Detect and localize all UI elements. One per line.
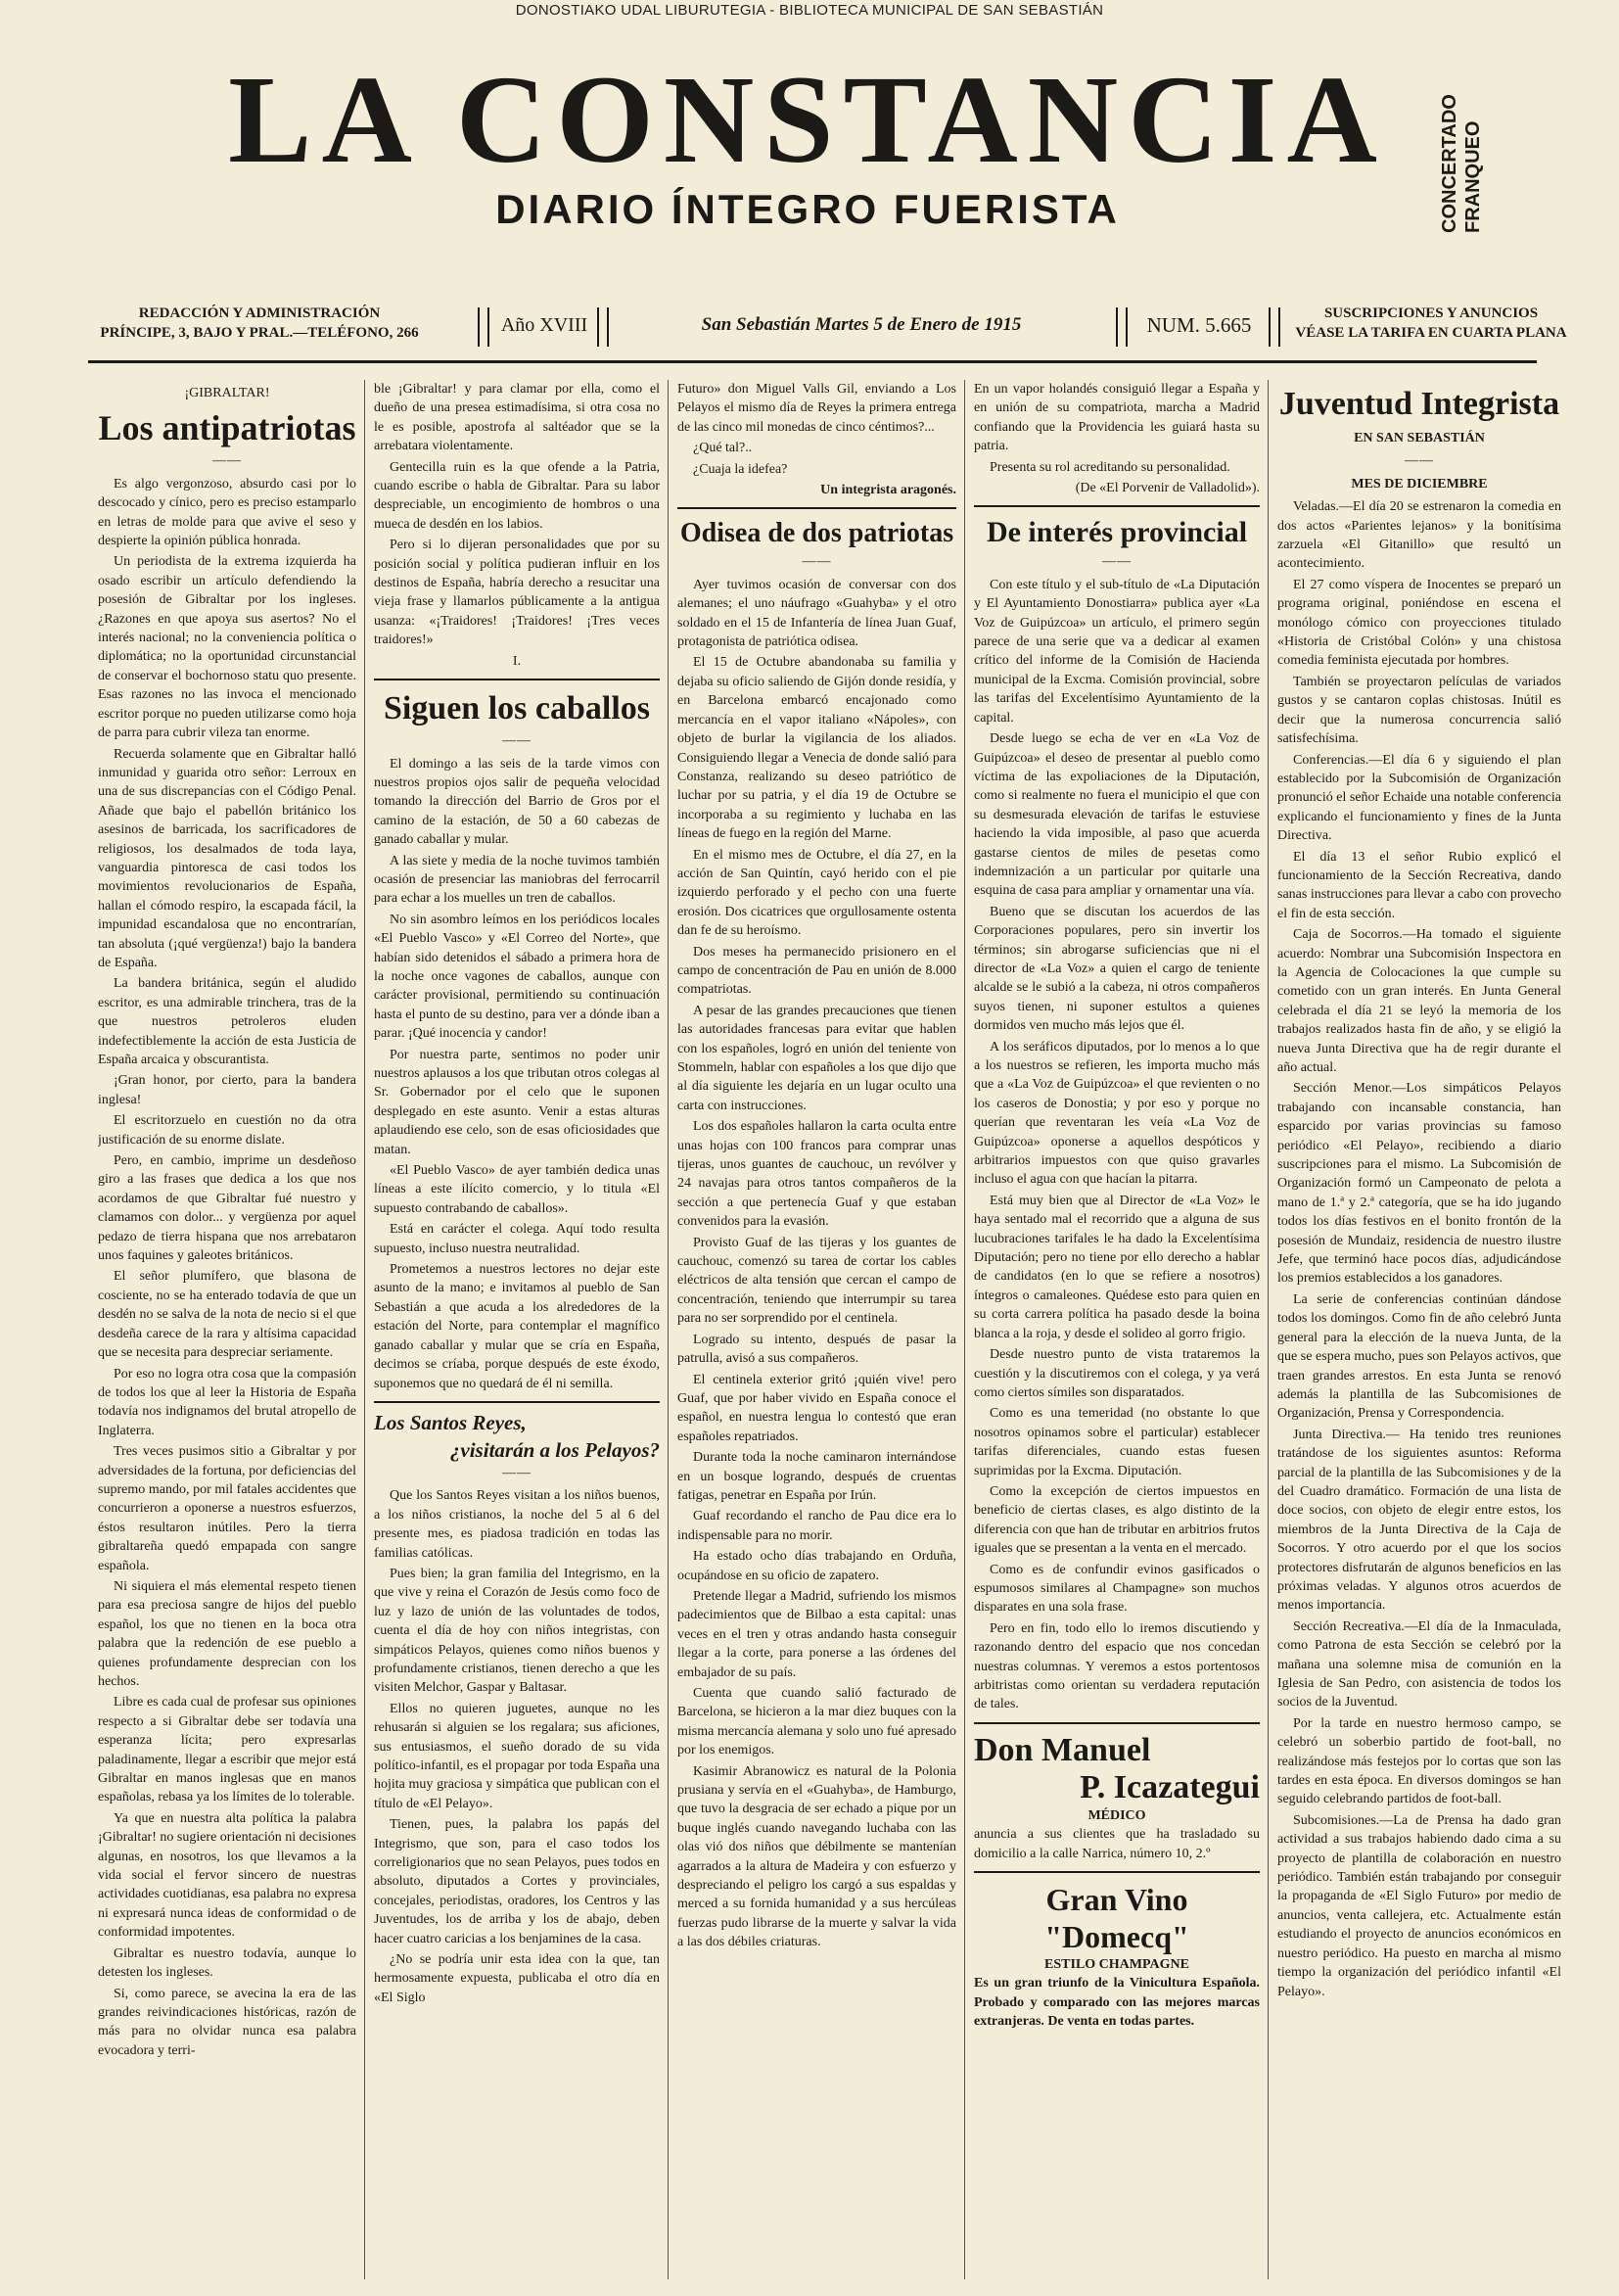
paragraph: Junta Directiva.— Ha tenido tres reuniones tratándose de los siguientes asuntos: Reforma parcial de la plantilla de las Subcomisiones y de la del Cuadro dramático. Formación de una lista de doce socios, con objeto de elegir entre estos, los miembros de la Junta Directiva de la Caja de Socorros. Y otro acuerdo por el que los socios protectores disfrutarán de algunos beneficios en las próximas veladas. Y algunos otros acuerdos de menos importancia. bbox=[1277, 1427, 1561, 1614]
paragraph: Como es de confundir evinos gasificados o espumosos similares al Champagne» son muchos disparates en una sola frase. bbox=[974, 1562, 1260, 1616]
paragraph: ¡Gran honor, por cierto, para la bandera inglesa! bbox=[98, 1073, 356, 1107]
source-credit: (De «El Porvenir de Valladolid»). bbox=[1075, 481, 1260, 496]
paragraph: El escritorzuelo en cuestión no da otra justificación de su enorme dislate. bbox=[98, 1113, 356, 1148]
article-rule bbox=[374, 1401, 660, 1403]
paragraph: Tienen, pues, la palabra los papás del Integrismo, que son, para el caso todos los correligionarios que no sean Pelayos, pues todos en absoluto, diputados a Cortes y provinciales, concejales, periodistas, oradores, los Centros y las Juventudes, los de arriba y los de abajo, deben hacer cuatro caricias a los benjamines de la casa. bbox=[374, 1817, 660, 1946]
paragraph: Pues bien; la gran familia del Integrismo, en la que vive y reina el Corazón de Jesús como foco de luz y lazo de unión de las voluntades de todos, cuenta el día de hoy con niños integristas, con simpáticos Pelayos, quienes como niños buenos y profundamente cristianos, tienen derecho a que les visiten Melchor, Gaspar y Baltasar. bbox=[374, 1566, 660, 1696]
ad-doctor-text: anuncia a sus clientes que ha trasladado su domicilio a la calle Narrica, número 10, 2.º bbox=[974, 1827, 1260, 1861]
ornament: —— bbox=[502, 733, 532, 749]
paragraph: Con este título y el sub-título de «La Diputación y El Ayuntamiento Donostiarra» publica ayer «La Voz de Guipúzcoa» un artículo, el primero según parece de una serie que va a dedicar al examen crítico del informe de la Comisión de Hacienda municipal de la Excma. Comisión provincial, sobre las tarifas del Excelentísimo Ayuntamiento de la capital. bbox=[974, 577, 1260, 726]
paragraph: También se proyectaron películas de variados gustos y se cantaron coplas chistosas. Inútil es decir que la numerosa concurrencia salió satisfechísima. bbox=[1277, 674, 1561, 747]
subheading: EN SAN SEBASTIÁN bbox=[1354, 431, 1485, 445]
redaccion-block bbox=[98, 304, 421, 343]
paragraph: Como es una temeridad (no obstante lo que nosotros opinamos sobre el particular) establecer tarifas diferenciales, cuando estas fuesen suprimidas por la Excma. Diputación. bbox=[974, 1406, 1260, 1478]
advertisement-doctor bbox=[974, 1732, 1260, 1863]
divider bbox=[1116, 307, 1128, 347]
paragraph: El día 13 el señor Rubio explicó el funcionamiento de la Sección Recreativa, dando sanas instrucciones para llevar a cabo con provecho el fin de esta sección. bbox=[1277, 849, 1561, 921]
column-separator bbox=[1268, 380, 1269, 2279]
paragraph: Tres veces pusimos sitio a Gibraltar y por adversidades de la fortuna, por deficiencias del supremo mando, por mil fatales accidentes que concurrieron a oponerse a nuestros esfuerzos, éstos resultaron inútiles. Pero la tierra gibraltareña quedó empapada con sangre española. bbox=[98, 1444, 356, 1573]
headline-odisea: Odisea de dos patriotas bbox=[679, 518, 954, 549]
paragraph: Conferencias.—El día 6 y siguiendo el plan establecido por la Subcomisión de Organización pronunció el señor Echaide una notable conferencia explicando el funcionamiento y fines de la Junta Directiva. bbox=[1277, 752, 1561, 844]
advertisement-wine bbox=[974, 1881, 1260, 2032]
paragraph: Pero si lo dijeran personalidades que por su posición social y política pudieran influir en los destinos de España, habría derecho a resucitar una vieja frase y llamarlos públicamente a la antigua usanza: «¡Traidores! ¡Traidores! ¡Tres veces traidores!» bbox=[374, 538, 660, 648]
ad-doctor-name-2: P. Icazategui bbox=[1080, 1768, 1260, 1805]
column-separator bbox=[668, 380, 669, 2279]
signature: I. bbox=[512, 653, 522, 669]
paragraph: Por nuestra parte, sentimos no poder unir nuestros aplausos a los que tributan otros colegas al Sr. Gobernador por el celo que le suponen desplegado en este asunto. Venir a estas alturas aplaudiendo ese celo, son de esas oficiosidades que matan. bbox=[374, 1047, 660, 1157]
paragraph: Futuro» don Miguel Valls Gil, enviando a Los Pelayos el mismo día de Reyes la primera entrega de las cinco mil monedas de cinco céntimos?... bbox=[677, 382, 956, 435]
info-bar bbox=[98, 304, 1567, 356]
column-5 bbox=[1277, 380, 1561, 2284]
paragraph: Durante toda la noche caminaron internándose en un bosque logrando, después de cruentas fatigas, penetrar en España por Irún. bbox=[677, 1450, 956, 1503]
kicker: ¡GIBRALTAR! bbox=[184, 386, 270, 400]
paragraph: Es algo vergonzoso, absurdo casi por lo descocado y cínico, pero es preciso estamparlo en letras de molde para que avive el seso y despierte la opinión pública honrada. bbox=[98, 476, 356, 549]
paragraph: El 15 de Octubre abandonaba su familia y dejaba su oficio saliendo de Gijón donde residía, y en Barcelona embarcó encajonado como mercancía en el vapor italiano «Nápoles», con objeto de burlar la vigilancia de los aliados. Consiguiendo llegar a Venecia de donde salió para Constanza, realizando su deseo patriótico de luchar por su patria, y el día 19 de Octubre se incorporaba a su regimiento y luchaba en las líneas de fuego en la región del Marne. bbox=[677, 655, 956, 842]
article-rule bbox=[374, 679, 660, 680]
divider bbox=[597, 307, 609, 347]
paragraph: Presenta su rol acreditando su personalidad. bbox=[990, 459, 1230, 475]
paragraph: Prometemos a nuestros lectores no dejar este asunto de la mano; e invitamos al pueblo de San Sebastián a que acuda a los alrededores de la estación del Norte, para contemplar el magnífico ganado caballar y mular que se cría en España, decimos se críaba, porque después de este éxodo, suponemos que no quedará de él ni semilla. bbox=[374, 1262, 660, 1391]
paragraph: El 27 como víspera de Inocentes se preparó un programa original, poniéndose en escena el monólogo cómico con proyecciones titulado «Historia de Cristóbal Colón» y una chistosa comedia feminista ejecutada por hombres. bbox=[1277, 577, 1561, 669]
paragraph: Cuenta que cuando salió facturado de Barcelona, se hicieron a la mar diez buques con la misma mercancía alemana y solo uno fué apresado por los enemigos. bbox=[677, 1686, 956, 1758]
paragraph: Gibraltar es nuestro todavía, aunque lo detesten los ingleses. bbox=[98, 1945, 356, 1981]
paragraph: Como la excepción de ciertos impuestos en beneficio de ciertas clases, es algo distinto de la diferencia con que han de tributar en arbitrios frutos iguales que se presentan a la venta en el mercado. bbox=[974, 1483, 1260, 1557]
ornament: —— bbox=[1405, 453, 1434, 469]
subheading: MES DE DICIEMBRE bbox=[1351, 476, 1488, 492]
paragraph: Pretende llegar a Madrid, sufriendo los mismos padecimientos que de Bilbao a esta capital: unas veces en el tren y otras andando hasta conseguir llegar a la corte, para ponerse a las órdenes del embajador de su país. bbox=[677, 1588, 956, 1680]
column-2 bbox=[374, 380, 660, 2284]
divider bbox=[478, 307, 489, 347]
headline-siguen-los-caballos: Siguen los caballos bbox=[383, 690, 651, 727]
paragraph: Bueno que se discutan los acuerdos de las Corporaciones populares, pero sin invertir los términos; sin abrogarse suficiencias que ni el director de «La Voz» a quien el cargo de teniente alcalde se le subió a la cabeza, ni otros compañeros suyos tienen, ni suponer estultos a quienes dormidos ven mucho más lejos que él. bbox=[974, 904, 1260, 1034]
paragraph: Subcomisiones.—La de Prensa ha dado gran actividad a sus trabajos habiendo dado cima a su proyecto de plantilla de colaboración en nuestro periódico. También están trabajando por conseguir la propaganda de «El Siglo Futuro» por medio de anuncios, venta callejera, etc. Actualmente están estudiando el proyecto de anuncios económicos en nuestro periódico. Ha puesto en marcha al mismo tiempo la organización del periódico infantil «El Pelayo». bbox=[1277, 1812, 1561, 1999]
paragraph: «El Pueblo Vasco» de ayer también dedica unas líneas a este ilícito comercio, y lo titula «El supuesto contrabando de caballos». bbox=[374, 1163, 660, 1216]
paragraph: La bandera británica, según el aludido escritor, es una admirable trinchera, tras de la que nuestros petroleros eluden indefectiblemente la acción de esta Justicia de España arcaica y obscurantista. bbox=[98, 976, 356, 1067]
column-4 bbox=[974, 380, 1260, 2284]
paragraph: Si, como parece, se avecina la era de las grandes reivindicaciones históricas, razón de más para no olvidar nunca esa palabra evocadora y terri- bbox=[98, 1986, 356, 2058]
header-rule bbox=[88, 360, 1537, 363]
article-rule bbox=[974, 505, 1260, 507]
paragraph: Por eso no logra otra cosa que la compasión de todos los que al leer la Historia de España todavía nos indignamos del brutal atropello de Inglaterra. bbox=[98, 1366, 356, 1438]
paragraph: A los seráficos diputados, por lo menos a lo que a los nuestros se refieren, les importa mucho más que a «La Voz de Guipúzcoa» el que revienten o no los caseros de Donostia; y por eso y porque no querían que reventaran les veía «La Voz de Guipúzcoa» oponerse a aquellos despóticos y arbitrarios impuestos con que quiso gravarles incluso el agua con que hacían la pitarra. bbox=[974, 1039, 1260, 1188]
postage-stamp bbox=[1439, 96, 1498, 233]
ad-wine-subtitle: ESTILO CHAMPAGNE bbox=[1044, 1957, 1189, 1973]
paragraph: Ni siquiera el más elemental respeto tienen para esa preciosa sangre de hijos del pueblo español, los que no tienen en la boca otra palabra que la redención de ese pueblo a quienes profundamente desprecian con los hechos. bbox=[98, 1578, 356, 1689]
paragraph: Desde nuestro punto de vista trataremos la cuestión y la discutiremos con el colega, y ya verá como ciertos símiles son disparatados. bbox=[974, 1347, 1260, 1400]
paragraph: Ha estado ocho días trabajando en Orduña, ocupándose en su oficio de zapatero. bbox=[677, 1549, 956, 1583]
paragraph: Está muy bien que al Director de «La Voz» le haya sentado mal el recorrido que a alguna de sus lucubraciones tarifales le ha dado la Excelentísima Diputación; pero no tiene por ello derecho a hablar de candidatos (en lo que se refiere a nosotros) íntegros o camaleones. Quédese esto para quien en su corta carrera política ha pasado desde la boina blanca a la roja, y desde el solideo al gorro frigio. bbox=[974, 1193, 1260, 1341]
paragraph: A las siete y media de la noche tuvimos también ocasión de presenciar las maniobras del ferrocarril para echar a los muelles un tren de caballos. bbox=[374, 853, 660, 907]
library-strip: DONOSTIAKO UDAL LIBURUTEGIA - BIBLIOTECA MUNICIPAL DE SAN SEBASTIÁN bbox=[515, 2, 1104, 19]
paragraph: Guaf recordando el rancho de Pau dice era lo indispensable para no morir. bbox=[677, 1509, 956, 1543]
issue-number: NUM. 5.665 bbox=[1146, 313, 1252, 337]
paragraph: Ya que en nuestra alta política la palabra ¡Gibraltar! no sugiere orientación ni decisiones algunas, en nosotros, los que llevamos a la vida social el fervor sincero de nuestras actividades cuotidianas, esa palabra no expresa ni expresará nunca ideas de conformidad o de conformidad impotentes. bbox=[98, 1810, 356, 1941]
article-rule bbox=[677, 507, 956, 509]
paragraph: ¿Cuaja la idefea? bbox=[693, 461, 788, 477]
ad-rule bbox=[974, 1871, 1260, 1873]
paragraph: Que los Santos Reyes visitan a los niños buenos, a los niños cristianos, la noche del 5 al 6 del presente mes, es piadosa tradición en todas las familias católicas. bbox=[374, 1488, 660, 1561]
paragraph: Está en carácter el colega. Aquí todo resulta supuesto, incluso nuestra neutralidad. bbox=[374, 1222, 660, 1256]
paragraph: Libre es cada cual de profesar sus opiniones respecto a si Gibraltar debe ser todavía una esperanza lícita; pero expresarlas paladinamente, llegar a escribir que mejor está Gibraltar en manos inglesas que en manos españolas, rebasa ya los límites de lo tolerable. bbox=[98, 1695, 356, 1805]
paragraph: Caja de Socorros.—Ha tomado el siguiente acuerdo: Nombrar una Subcomisión Inspectora en la Agencia de Colocaciones la que cumple su cometido con un gran interés. En Junta General celebrada el día 21 se leyó la memoria de los trabajos realizados hasta fin de año, y se eligió la nueva Junta Directiva que ha de regir durante el año actual. bbox=[1277, 927, 1561, 1075]
headline-interes-provincial: De interés provincial bbox=[986, 516, 1248, 549]
issue-date: San Sebastián Martes 5 de Enero de 1915 bbox=[701, 314, 1022, 335]
paragraph: ¿No se podría unir esta idea con la que, tan hermosamente expuesta, publicaba el otro día en «El Siglo bbox=[374, 1952, 660, 2005]
ornament: —— bbox=[802, 554, 832, 570]
paragraph: Veladas.—El día 20 se estrenaron la comedia en dos actos «Parientes lejanos» y la bonitísima zarzuela «El Gitanillo» que resultó un acontecimiento. bbox=[1277, 499, 1561, 572]
ornament: —— bbox=[212, 453, 242, 469]
ad-doctor-role: MÉDICO bbox=[1087, 1807, 1146, 1823]
paragraph: Un periodista de la extrema izquierda ha osado escribir un artículo defendiendo la posesión de Gibraltar por los ingleses. ¿Razones en que apoya sus asertos? No el interés nacional; no la conveniencia política o diplomática; no la oportunidad circunstancial de conservar el bochornoso statu quo presente. Esas razones no las invoca el mencionado escritor porque no pueden utilizarse como hoja de parra para cubrir vileza tan enorme. bbox=[98, 554, 356, 741]
divider bbox=[1269, 307, 1280, 347]
paragraph: ble ¡Gibraltar! y para clamar por ella, como el dueño de una presea estimadísima, si otra cosa no le es posible, apostrofa al saltéador que se la arrebatara violentamente. bbox=[374, 382, 660, 454]
newspaper-title: LA CONSTANCIA bbox=[228, 50, 1387, 189]
paragraph: Pero en fin, todo ello lo iremos discutiendo y razonando dentro del espacio que nos concedan nuestras columnas. Y veremos a estos portentosos arbitristas como orientan su verdadera reputación de tales. bbox=[974, 1620, 1260, 1712]
column-separator bbox=[364, 380, 365, 2279]
column-3 bbox=[677, 380, 956, 2284]
paragraph: Sección Menor.—Los simpáticos Pelayos trabajando con incansable constancia, han esparcido por varias provincias su famoso periódico «El Pelayo», recibiendo a diario suscripciones para el mismo. La Subcomisión de Organización formó un Campeonato de pelota a mano de 1.ª y 2.ª categoría, que se ha ido jugando todos los días festivos en el bonito frontón de la posesión de Mundaiz, residencia de nuestro ilustre Jefe, que terminó hace pocos días, adjudicándose los premios establecidos a los ganadores. bbox=[1277, 1081, 1561, 1287]
paragraph: A pesar de las grandes precauciones que tienen las autoridades francesas para evitar que hablen con los españoles, logró en unión del teniente von Stommeln, hablar con españoles a los que dijo que al día siguiente les dejaría en un lugar oculto una carta con instrucciones. bbox=[677, 1003, 956, 1113]
paragraph: Sección Recreativa.—El día de la Inmaculada, como Patrona de esta Sección se celebró por la mañana una solemne misa de comunión en la Iglesia de San Pedro, con asistencia de todos los socios de la Juventud. bbox=[1277, 1618, 1561, 1710]
newspaper-subtitle: DIARIO ÍNTEGRO FUERISTA bbox=[495, 186, 1120, 232]
signature: Un integrista aragonés. bbox=[820, 483, 956, 498]
paragraph: Ellos no quieren juguetes, aunque no les rehusarán si alguien se los regalara; sus aficiones, sus entusiasmos, el sueño dorado de su vida político-infantil, es el propagar por toda España una hojita muy graciosa y simpática que publican con el título de «El Pelayo». bbox=[374, 1701, 660, 1811]
subs-line-2: VÉASE LA TARIFA EN CUARTA PLANA bbox=[1295, 325, 1567, 341]
masthead bbox=[181, 50, 1434, 233]
headline-los-antipatriotas: Los antipatriotas bbox=[98, 408, 356, 448]
paragraph: No sin asombro leímos en los periódicos locales «El Pueblo Vasco» y «El Correo del Norte», que habían sido detenidos el sábado a primera hora de la noche once vagones de caballos, aunque con carácter provisional, permitiendo su continuación hasta el punto de su destino, para ver a dónde iban a parar. ¡Qué inocencia y candor! bbox=[374, 912, 660, 1042]
paragraph: Los dos españoles hallaron la carta oculta entre unas hojas con 100 francos para comprar unas tijeras, unos guantes de cauchouc, un revólver y 24 navajas para otros tantos compañeros de la sección a que pertenecía Guaf y que estaban convenidos para la evasión. bbox=[677, 1119, 956, 1230]
column-separator bbox=[964, 380, 965, 2279]
redaccion-line-2: PRÍNCIPE, 3, BAJO Y PRAL.—TELÉFONO, 266 bbox=[100, 325, 419, 341]
paragraph: Recuerda solamente que en Gibraltar halló inmunidad y guarida otro señor: Lerroux en una de sus discrepancias con el Código Penal. Añade que bajo el pabellón británico los asesinos de barricada, los sacrificadores de religiosos, los desalmados de toda laya, vanguardia pintoresca de casi todos los movimientos revolucionarios de España, hallan el cómodo respiro, la escapada fácil, la impunidad escandalosa que no encontrarían, tan absoluta (¡qué vergüenza!) bajo la bandera de España. bbox=[98, 746, 356, 970]
ad-doctor-name-1: Don Manuel bbox=[974, 1731, 1151, 1768]
paragraph: Gentecilla ruin es la que ofende a la Patria, cuando escribe o habla de Gibraltar. Para su labor despreciable, un encogimiento de hombros o una mueca de desdén en los labios. bbox=[374, 459, 660, 532]
column-1 bbox=[98, 380, 356, 2284]
ad-rule bbox=[974, 1722, 1260, 1724]
ornament: —— bbox=[502, 1465, 532, 1480]
paragraph: La serie de conferencias continúan dándose todos los domingos. Como fin de año celebró Junta general para la elección de la nueva Junta, de la que se espera mucho, pues son Pelayos activos, que traen grandes arrestos. En esta Junta se renovó además la plantilla de las Subcomisiones de Organización, Prensa y Correspondencia. bbox=[1277, 1291, 1561, 1422]
suscripciones-block bbox=[1284, 304, 1578, 343]
paragraph: Ayer tuvimos ocasión de conversar con dos alemanes; el uno náufrago «Guahyba» y el otro soldado en el 15 de Infantería de línea Juan Guaf, protagonista de patriótica odisea. bbox=[677, 577, 956, 650]
paragraph: Kasimir Abranowicz es natural de la Polonia prusiana y servía en el «Guahyba», de Hamburgo, que tuvo la desgracia de ser echado a pique por un buque inglés cuando navegando luchaba con las olas vió dos niños que débilmente se mantenían agarrados a la altura de Madeira y con esfuerzo y despreciando el peligro los cargó a sus espaldas y merced a su fornida humanidad y a sus hercúleas fuerzas pudo librarse de la muerte y salvar la vida a las dos débiles criaturas. bbox=[677, 1763, 956, 1950]
paragraph: En el mismo mes de Octubre, el día 27, en la acción de San Quintín, cayó herido con el pie izquierdo perforado y el pecho con una fuerte erosión. Dos cicatrices que orgullosamente ostenta dan fe de su heroísmo. bbox=[677, 847, 956, 939]
paragraph: Dos meses ha permanecido prisionero en el campo de concentración de Pau en unión de 8.000 compatriotas. bbox=[677, 944, 956, 998]
paragraph: El centinela exterior gritó ¡quién vive! pero Guaf, que por haber vivido en España conoce el español, en nuestra lengua lo contestó que eran españoles repatriados. bbox=[677, 1372, 956, 1444]
subs-line-1: SUSCRIPCIONES Y ANUNCIOS bbox=[1323, 305, 1539, 321]
paragraph: Por la tarde en nuestro hermoso campo, se celebró un soberbio partido de foot-ball, no realizándose más festejos por lo cortas que son las tardes en esta época. En diversos domingos se han seguido celebrando partidos de foot-ball. bbox=[1277, 1715, 1561, 1807]
year: Año XVIII bbox=[500, 314, 588, 336]
redaccion-line-1: REDACCIÓN Y ADMINISTRACIÓN bbox=[138, 305, 381, 321]
paragraph: Logrado su intento, después de pasar la patrulla, avisó a sus compañeros. bbox=[677, 1332, 956, 1367]
stamp-line-1: CONCERTADO bbox=[1439, 94, 1460, 233]
headline-santos-reyes-2: ¿visitarán a los Pelayos? bbox=[449, 1437, 660, 1462]
ad-wine-text: Es un gran triunfo de la Vinicultura Española. Probado y comparado con las mejores marcas extranjeras. De venta en todas partes. bbox=[974, 1976, 1260, 2030]
headline-santos-reyes: Los Santos Reyes, bbox=[374, 1410, 527, 1434]
ornament: —— bbox=[1102, 554, 1132, 570]
ad-wine-title: Gran Vino "Domecq" bbox=[1044, 1882, 1189, 1955]
paragraph: En un vapor holandés consiguió llegar a España y en unión de su compatriota, marcha a Madrid confiando que la Providencia les guiará hasta su patria. bbox=[974, 382, 1260, 454]
paragraph: Desde luego se echa de ver en «La Voz de Guipúzcoa» el deseo de presentar al pueblo como víctima de las expoliaciones de la Diputación, como si realmente no fuera el municipio el que con su desmesurada elevación de tarifas le estuviese haciendo la vida imposible, al paso que acuerda gastarse cientos de miles de pesetas como indemnización a un particular por quitarle una esquina de casa para ampliar y ornamentar una vía. bbox=[974, 731, 1260, 899]
paragraph: El domingo a las seis de la tarde vimos con nuestros propios ojos salir de pequeña velocidad tomando la dirección del Barrio de Gros por el camino de la estación, de 50 a 60 cabezas de ganado caballar y mular. bbox=[374, 756, 660, 848]
paragraph: El señor plumífero, que blasona de cosciente, no se ha enterado todavía de que un desdén no se salva de la nota de necio si el que desdeña carece de la rara y altísima capacidad que se necesita para despreciar seriamente. bbox=[98, 1269, 356, 1361]
stamp-line-2: FRANQUEO bbox=[1462, 120, 1484, 233]
paragraph: ¿Qué tal?.. bbox=[693, 441, 753, 456]
paragraph: Provisto Guaf de las tijeras y los guantes de cauchouc, comenzó su tarea de cortar los cables eléctricos de alta tensión que cercan el campo de concentración, teniendo que interrumpir su tarea para no ser sorprendido por el centinela. bbox=[677, 1235, 956, 1327]
paragraph: Pero, en cambio, imprime un desdeñoso giro a las frases que dedica a los que nos acordamos de que Gibraltar fué nuestro y clamamos con dolor... y vergüenza por aquel pedazo de tierra hispana que nos arrebataron unos faquines y galeotes británicos. bbox=[98, 1153, 356, 1264]
headline-juventud-integrista: Juventud Integrista bbox=[1278, 386, 1560, 422]
